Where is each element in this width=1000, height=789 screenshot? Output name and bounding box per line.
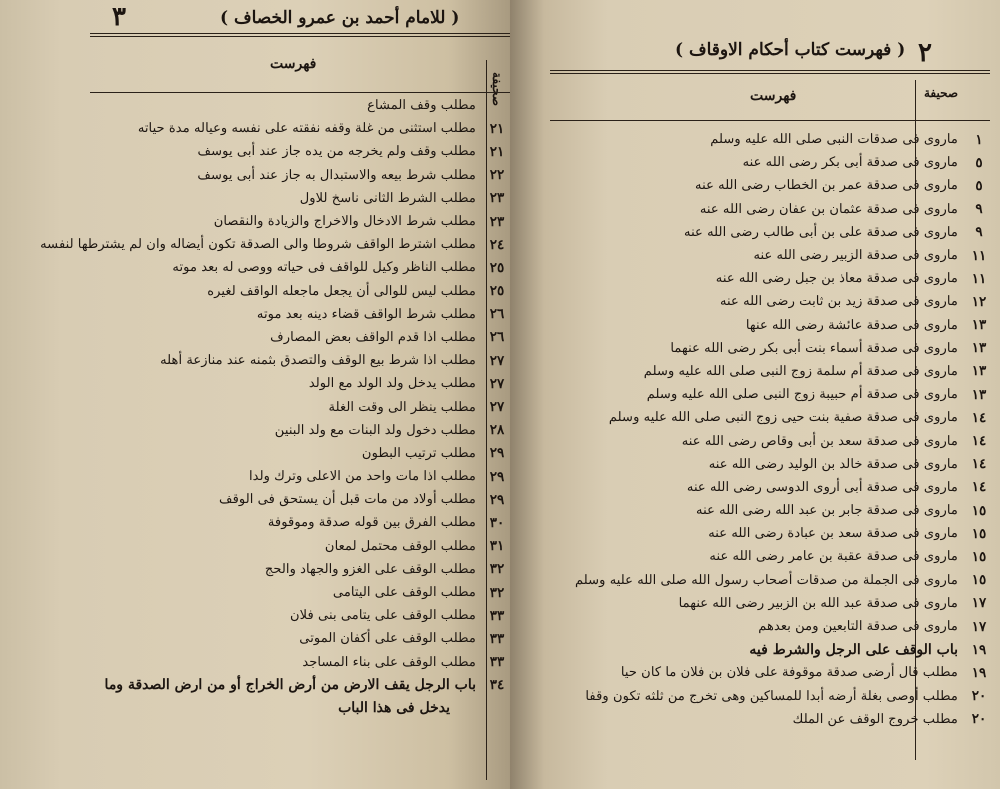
right-index-entry <box>560 708 992 731</box>
entry-title: ماروى فى صدقة خالد بن الوليد رضى الله عنه <box>708 456 958 472</box>
chapter-heading: باب الرجل يقف الارض من أرض الخراج أو من ارض الصدقة وما <box>104 677 476 694</box>
entry-page-number: ٢٢ <box>489 167 505 184</box>
right-index-entry <box>560 221 992 244</box>
left-index-entry <box>85 117 510 140</box>
entry-title: مطلب شرط الادخال والاخراج والزيادة والنقصان <box>213 214 476 230</box>
entry-page-number: ٢١ <box>489 120 505 137</box>
entry-title: مطلب ينظر الى وقت الغلة <box>328 399 476 415</box>
right-index-entry <box>560 499 992 522</box>
entry-title: مطلب أوصى بغلة أرضه أبدا للمساكين وهى تخرج من ثلثه تكون وقفا <box>585 688 958 704</box>
left-index-entry <box>85 511 510 534</box>
entry-title: مطلب الوقف محتمل لمعان <box>324 538 476 554</box>
entry-page-number: ١٤ <box>971 479 987 496</box>
entry-page-number: ١٧ <box>971 595 987 612</box>
entry-title: مطلب الفرق بين قوله صدقة وموقوفة <box>267 515 476 531</box>
entry-title: ماروى فى صدقة عائشة رضى الله عنها <box>745 317 958 333</box>
left-index-entry <box>85 187 510 210</box>
entry-page-number: ١٥ <box>971 502 987 519</box>
left-index-entry <box>85 465 510 488</box>
entry-title: مطلب أولاد من مات قبل أن يستحق فى الوقف <box>218 492 476 508</box>
left-index-entry <box>85 419 510 442</box>
left-index-entry <box>85 349 510 372</box>
entry-title: ماروى فى صدقة سعد بن عبادة رضى الله عنه <box>708 526 958 542</box>
right-index-entry <box>560 592 992 615</box>
entry-page-number: ١٣ <box>971 363 987 380</box>
entry-page-number: ١٧ <box>971 618 987 635</box>
entry-page-number: ١٥ <box>971 525 987 542</box>
right-index-entry <box>560 406 992 429</box>
right-index-entry <box>560 244 992 267</box>
entry-title: مطلب يدخل ولد الولد مع الولد <box>308 376 476 392</box>
entry-page-number: ١ <box>975 131 983 148</box>
left-index-entry <box>85 210 510 233</box>
entry-title: ماروى فى صدقة عقبة بن عامر رضى الله عنه <box>709 549 958 565</box>
entry-title: ماروى فى صدقة صفية بنت حيى زوج النبى صلى الله عليه وسلم <box>608 410 958 426</box>
left-index-entry <box>85 535 510 558</box>
entry-page-number: ١٥ <box>971 572 987 589</box>
left-top-rule <box>90 33 510 34</box>
entry-page-number: ١٢ <box>971 293 987 310</box>
entry-page-number: ٢١ <box>489 143 505 160</box>
entry-title: مطلب شرط الواقف قضاء دينه بعد موته <box>256 306 476 322</box>
entry-title: مطلب استثنى من غلة وقفه نفقته على نفسه وعياله مدة حياته <box>137 121 476 137</box>
right-header-rule <box>550 120 990 121</box>
entry-page-number: ٣١ <box>489 538 505 555</box>
right-index-entry <box>560 151 992 174</box>
entry-title: مطلب ترتيب البطون <box>361 445 476 461</box>
left-index-entry <box>85 651 510 674</box>
right-index-entry <box>560 174 992 197</box>
right-index-entry <box>560 337 992 360</box>
left-index-entry <box>85 326 510 349</box>
right-index-entry <box>560 638 992 661</box>
entry-page-number: ٣٠ <box>489 514 505 531</box>
entry-title: ماروى فى الجملة من صدقات أصحاب رسول الله صلى الله عليه وسلم <box>574 572 958 588</box>
entry-page-number: ١٣ <box>971 317 987 334</box>
entry-page-number: ٣٤ <box>489 677 505 694</box>
right-index-entry <box>560 267 992 290</box>
left-index-entry <box>85 558 510 581</box>
entry-title: مطلب الناظر وكيل للواقف فى حياته ووصى له بعد موته <box>172 260 476 276</box>
entry-title: مطلب قال أرضى صدقة موقوفة على فلان بن فلان ما كان حيا <box>620 665 958 681</box>
entry-page-number: ١٥ <box>971 548 987 565</box>
entry-title: ماروى فى صدقة عثمان بن عفان رضى الله عنه <box>699 201 958 217</box>
left-index-list <box>40 94 510 720</box>
left-index-entry <box>85 140 510 163</box>
entry-title: ماروى فى صدقة أسماء بنت أبى بكر رضى الله عنهما <box>670 340 958 356</box>
entry-page-number: ١٤ <box>971 409 987 426</box>
entry-page-number: ١١ <box>971 247 987 264</box>
right-index-entry <box>560 453 992 476</box>
entry-page-number: ٥ <box>975 177 983 194</box>
left-index-entry <box>85 488 510 511</box>
left-index-entry <box>85 674 510 697</box>
entry-page-number: ٢٨ <box>489 422 505 439</box>
entry-title: ماروى فى صدقة عبد الله بن الزبير رضى الله عنهما <box>678 595 958 611</box>
left-index-entry <box>85 256 510 279</box>
left-column-header: فهرست <box>270 56 317 72</box>
chapter-heading: باب الوقف على الرجل والشرط فيه <box>749 641 958 658</box>
entry-page-number: ١١ <box>971 270 987 287</box>
entry-page-number: ٢٩ <box>489 491 505 508</box>
entry-page-number: ١٤ <box>971 433 987 450</box>
right-index-entry <box>560 429 992 452</box>
chapter-heading: يدخل فى هذا الباب <box>338 700 450 717</box>
entry-title: ماروى فى صدقة عمر بن الخطاب رضى الله عنه <box>695 178 958 194</box>
right-index-entry <box>560 198 992 221</box>
entry-page-number: ١٩ <box>971 641 987 658</box>
entry-title: مطلب دخول ولد البنات مع ولد البنين <box>274 422 476 438</box>
entry-page-number: ٣٣ <box>489 607 505 624</box>
entry-title: مطلب وقف المشاع <box>367 98 476 114</box>
right-index-entry <box>560 314 992 337</box>
entry-title: مطلب الوقف على الغزو والجهاد والحج <box>264 561 476 577</box>
right-index-list <box>560 128 992 731</box>
left-index-entry <box>40 233 510 256</box>
entry-page-number: ٣٢ <box>489 584 505 601</box>
entry-title: مطلب اذا قدم الواقف بعض المصارف <box>270 329 476 345</box>
entry-page-number: ٢٩ <box>489 468 505 485</box>
right-page-col-header: صحيفة <box>924 86 959 100</box>
entry-title: مطلب الشرط الثانى ناسخ للاول <box>299 190 476 206</box>
right-page-number: ٢ <box>918 38 932 68</box>
entry-page-number: ٥ <box>975 154 983 171</box>
entry-title: مطلب الوقف على يتامى بنى فلان <box>289 608 476 624</box>
left-index-entry <box>85 697 510 720</box>
entry-page-number: ٢٥ <box>489 283 505 300</box>
right-index-entry <box>560 522 992 545</box>
entry-title: مطلب الوقف على اليتامى <box>332 585 476 601</box>
right-top-rule <box>550 70 990 71</box>
right-page <box>510 0 1000 789</box>
entry-title: ماروى فى صدقة على بن أبى طالب رضى الله عنه <box>684 224 958 240</box>
entry-page-number: ١٣ <box>971 386 987 403</box>
left-index-entry <box>85 604 510 627</box>
entry-title: ماروى فى صدقة زيد بن ثابت رضى الله عنه <box>719 294 958 310</box>
entry-page-number: ٢٩ <box>489 445 505 462</box>
left-index-entry <box>85 303 510 326</box>
entry-page-number: ٢٠ <box>971 688 987 705</box>
entry-title: مطلب اذا شرط بيع الوقف والتصدق بثمنه عند منازعة أهله <box>160 353 476 369</box>
right-index-entry <box>560 360 992 383</box>
entry-title: ماروى فى صدقة سعد بن أبى وقاص رضى الله عنه <box>681 433 958 449</box>
left-header-rule <box>90 92 510 93</box>
entry-page-number: ١٩ <box>971 664 987 681</box>
entry-page-number: ٢٦ <box>489 306 505 323</box>
right-index-entry <box>560 545 992 568</box>
right-column-header: فهرست <box>750 88 797 104</box>
entry-page-number: ١٤ <box>971 456 987 473</box>
entry-title: ماروى فى صدقة أم حبيبة زوج النبى صلى الله عليه وسلم <box>646 387 958 403</box>
right-top-rule-2 <box>550 73 990 74</box>
entry-title: مطلب شرط بيعه والاستبدال به جاز عند أبى يوسف <box>197 167 476 183</box>
entry-title: ماروى فى صدقة الزبير رضى الله عنه <box>753 248 958 264</box>
right-index-entry <box>560 290 992 313</box>
entry-page-number: ٢٧ <box>489 399 505 416</box>
left-page-number: ٣ <box>112 2 126 32</box>
entry-page-number: ٢٤ <box>489 236 505 253</box>
entry-page-number: ٩ <box>975 201 983 218</box>
entry-page-number: ٢٦ <box>489 329 505 346</box>
entry-title: ماروى فى صدقة أبى بكر رضى الله عنه <box>742 155 958 171</box>
left-index-entry <box>85 164 510 187</box>
entry-page-number: ٣٣ <box>489 630 505 647</box>
right-index-entry <box>560 476 992 499</box>
right-running-head: ( فهرست كتاب أحكام الاوقاف ) <box>675 40 906 60</box>
right-index-entry <box>560 661 992 684</box>
left-index-entry <box>85 94 510 117</box>
entry-page-number: ٣٣ <box>489 654 505 671</box>
entry-page-number: ٢٠ <box>971 711 987 728</box>
right-index-entry <box>560 383 992 406</box>
entry-page-number: ٢٧ <box>489 375 505 392</box>
entry-title: مطلب الوقف على أكفان الموتى <box>299 631 476 647</box>
entry-title: مطلب وقف ولم يخرجه من يده جاز عند أبى يوسف <box>197 144 476 160</box>
entry-title: مطلب اشترط الواقف شروطا والى الصدقة تكون أيضاله وان لم يشترطها لنفسه <box>40 237 476 253</box>
entry-page-number: ١٣ <box>971 340 987 357</box>
entry-title: ماروى فى صدقة التابعين ومن بعدهم <box>758 619 958 635</box>
left-index-entry <box>85 395 510 418</box>
left-running-head: ( للامام أحمد بن عمرو الخصاف ) <box>220 8 460 28</box>
entry-title: ماروى فى صدقة أبى أروى الدوسى رضى الله عنه <box>686 479 958 495</box>
right-index-entry <box>560 685 992 708</box>
left-index-entry <box>85 627 510 650</box>
entry-title: ماروى فى صدقات النبى صلى الله عليه وسلم <box>710 132 958 148</box>
entry-title: ماروى فى صدقة معاذ بن جبل رضى الله عنه <box>715 271 958 287</box>
left-index-entry <box>85 280 510 303</box>
right-index-entry <box>560 615 992 638</box>
left-page-col-header: صحيفة <box>490 72 504 107</box>
entry-page-number: ٢٧ <box>489 352 505 369</box>
entry-page-number: ٢٥ <box>489 259 505 276</box>
entry-title: ماروى فى صدقة جابر بن عبد الله رضى الله عنه <box>696 503 958 519</box>
entry-page-number: ٩ <box>975 224 983 241</box>
right-index-entry <box>560 569 992 592</box>
entry-page-number: ٢٣ <box>489 190 505 207</box>
left-index-entry <box>85 442 510 465</box>
left-index-entry <box>85 372 510 395</box>
left-top-rule-2 <box>90 36 510 37</box>
left-index-entry <box>85 581 510 604</box>
entry-page-number: ٣٢ <box>489 561 505 578</box>
right-index-entry <box>560 128 992 151</box>
entry-title: مطلب خروج الوقف عن الملك <box>792 711 958 727</box>
entry-title: مطلب اذا مات واحد من الاعلى وترك ولدا <box>248 469 476 485</box>
entry-title: مطلب الوقف على بناء المساجد <box>302 654 476 670</box>
entry-title: مطلب ليس للوالى أن يجعل ماجعله الواقف لغيره <box>207 283 476 299</box>
entry-page-number: ٢٣ <box>489 213 505 230</box>
entry-title: ماروى فى صدقة أم سلمة زوج النبى صلى الله عليه وسلم <box>643 363 958 379</box>
